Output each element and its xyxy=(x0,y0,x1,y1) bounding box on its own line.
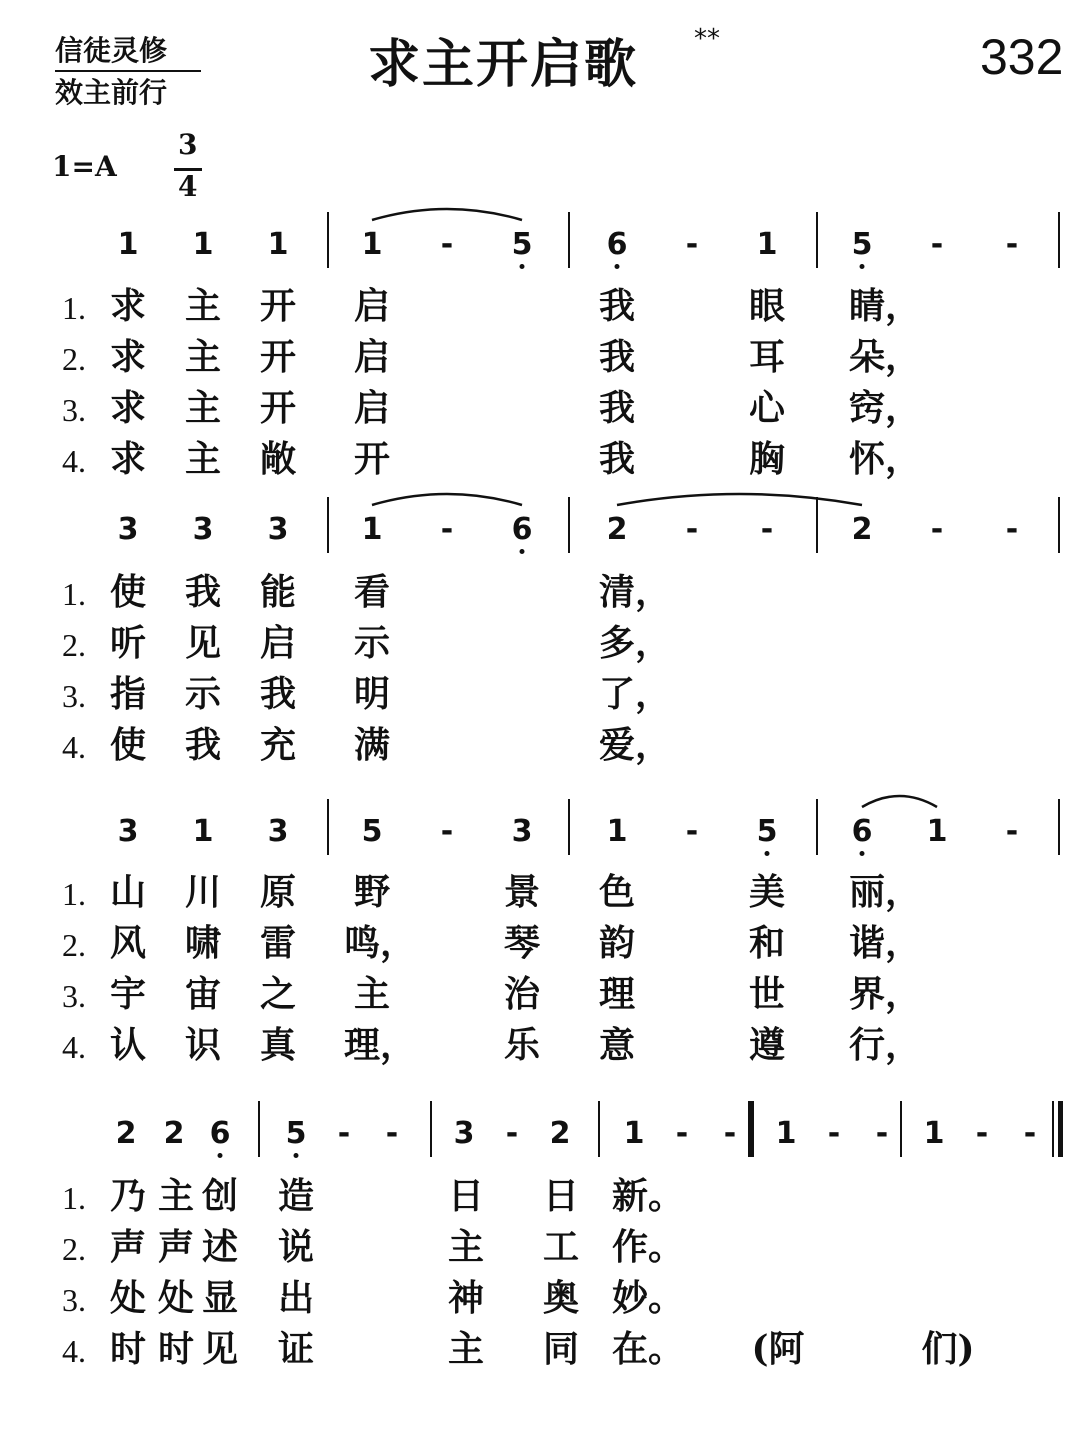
lyric-syllable: 主 xyxy=(184,285,222,327)
lyric-syllable: 丽， xyxy=(848,871,922,913)
lyric-syllable: 启 xyxy=(353,336,391,378)
note: 5 xyxy=(511,227,533,262)
note: 5 xyxy=(285,1116,307,1151)
lyric-syllable: 使 xyxy=(109,571,147,613)
lyric-syllable: 耳 xyxy=(748,336,786,378)
lyric-syllable: 求 xyxy=(109,336,147,378)
lyric-syllable: 美 xyxy=(748,871,786,913)
lyric-syllable: 我 xyxy=(598,285,636,327)
slur xyxy=(862,796,937,807)
note-dash: - xyxy=(1005,814,1019,849)
slur xyxy=(372,494,522,505)
lyric-syllable: 睛， xyxy=(848,285,922,327)
note-dash: - xyxy=(1023,1116,1037,1151)
lyric-syllable: 看 xyxy=(353,571,391,613)
lyric-syllable: 了， xyxy=(598,673,672,715)
lyric-syllable: 治 xyxy=(503,973,541,1015)
verse-number: 4. xyxy=(62,443,86,479)
note: 3 xyxy=(117,814,139,849)
note-dash: - xyxy=(685,814,699,849)
lyric-syllable: 启 xyxy=(353,387,391,429)
title-footnote-mark: ** xyxy=(694,24,720,54)
lyric-syllable: 胸 xyxy=(748,438,786,480)
note: 1 xyxy=(192,227,214,262)
note: 3 xyxy=(453,1116,475,1151)
lyric-syllable: 显 xyxy=(201,1277,239,1319)
verse-number: 4. xyxy=(62,1029,86,1065)
lyric-syllable: 遵 xyxy=(748,1024,786,1066)
lyric-syllable: 神 xyxy=(447,1277,485,1319)
lyric-syllable: 工 xyxy=(542,1226,580,1268)
note-dash: - xyxy=(975,1116,989,1151)
lyric-syllable: 造 xyxy=(277,1175,315,1217)
note: 5 xyxy=(361,814,383,849)
lyric-syllable: 意 xyxy=(598,1024,636,1066)
note-dash: - xyxy=(440,814,454,849)
lyric-syllable: 爱， xyxy=(598,724,672,766)
lyric-syllable: 理 xyxy=(598,973,636,1015)
note: 1 xyxy=(923,1116,945,1151)
lyric-syllable: 述 xyxy=(201,1226,239,1268)
note: 1 xyxy=(775,1116,797,1151)
note: 6 xyxy=(851,814,873,849)
note-dash: - xyxy=(1005,512,1019,547)
lyric-syllable: 启 xyxy=(259,622,297,664)
lyric-syllable: 雷 xyxy=(259,922,297,964)
note: 1 xyxy=(926,814,948,849)
lyric-syllable: 我 xyxy=(598,336,636,378)
subcategory-label: 效主前行 xyxy=(55,76,168,109)
note: 1 xyxy=(623,1116,645,1151)
lyric-syllable: 开 xyxy=(259,387,297,429)
note: 5 xyxy=(756,814,778,849)
lyric-syllable: 色 xyxy=(598,871,636,913)
lyric-syllable: 怀， xyxy=(848,438,922,480)
lyric-syllable: 我 xyxy=(259,673,297,715)
note-dash: - xyxy=(930,512,944,547)
note: 2 xyxy=(163,1116,185,1151)
note: 3 xyxy=(192,512,214,547)
time-signature-top: 3 xyxy=(178,128,198,161)
category-label: 信徒灵修 xyxy=(55,34,168,67)
lyric-syllable: 宇 xyxy=(109,973,147,1015)
lyric-syllable: 认 xyxy=(109,1024,147,1066)
note: 3 xyxy=(267,814,289,849)
verse-number: 1. xyxy=(62,876,86,912)
lyric-syllable: 窍， xyxy=(848,387,922,429)
note: 1 xyxy=(267,227,289,262)
lyric-syllable: 风 xyxy=(109,922,147,964)
lyric-syllable: 指 xyxy=(109,673,147,715)
lyric-syllable: 真 xyxy=(259,1024,297,1066)
verse-number: 4. xyxy=(62,1333,86,1369)
lyric-syllable: 世 xyxy=(748,973,786,1015)
note-dash: - xyxy=(675,1116,689,1151)
note: 3 xyxy=(267,512,289,547)
lyric-syllable: 和 xyxy=(748,922,786,964)
note-dash: - xyxy=(723,1116,737,1151)
note: 1 xyxy=(117,227,139,262)
note: 3 xyxy=(511,814,533,849)
note-dash: - xyxy=(440,227,454,262)
lyric-syllable: 主 xyxy=(184,336,222,378)
lyric-syllable: 开 xyxy=(353,438,391,480)
lyric-syllable: 山 xyxy=(109,871,147,913)
note: 6 xyxy=(209,1116,231,1151)
note-dash: - xyxy=(875,1116,889,1151)
lyric-syllable: 示 xyxy=(184,673,222,715)
lyric-syllable: 啸 xyxy=(184,922,222,964)
note-dash: - xyxy=(827,1116,841,1151)
lyric-syllable: 求 xyxy=(109,438,147,480)
note-dash: - xyxy=(1005,227,1019,262)
verse-number: 2. xyxy=(62,627,86,663)
lyric-syllable: 主 xyxy=(157,1175,195,1217)
verse-number: 3. xyxy=(62,678,86,714)
note-dash: - xyxy=(505,1116,519,1151)
lyric-syllable: 奥 xyxy=(542,1277,580,1319)
lyric-syllable: 主 xyxy=(447,1226,485,1268)
slur xyxy=(617,494,862,505)
lyric-syllable: 见 xyxy=(201,1328,239,1370)
lyric-syllable: 谐， xyxy=(848,922,922,964)
hymn-number: 332 xyxy=(980,29,1064,85)
hymn-title: 求主开启歌 xyxy=(368,35,639,95)
lyric-syllable: 声 xyxy=(109,1226,147,1268)
lyric-syllable: 妙。 xyxy=(611,1277,685,1319)
lyric-syllable: 原 xyxy=(259,871,297,913)
lyric-syllable: 日 xyxy=(542,1175,580,1217)
lyric-syllable: 理， xyxy=(343,1024,417,1066)
verse-number: 2. xyxy=(62,341,86,377)
lyric-syllable: 证 xyxy=(277,1328,315,1370)
lyric-syllable: 行， xyxy=(848,1024,922,1066)
lyric-syllable: 们) xyxy=(921,1328,975,1370)
lyric-syllable: 满 xyxy=(353,724,391,766)
note: 5 xyxy=(851,227,873,262)
note-dash: - xyxy=(440,512,454,547)
lyric-syllable: 鸣， xyxy=(343,922,417,964)
verse-number: 2. xyxy=(62,1231,86,1267)
note-dash: - xyxy=(385,1116,399,1151)
lyric-syllable: 说 xyxy=(277,1226,315,1268)
lyric-syllable: 我 xyxy=(184,571,222,613)
lyric-syllable: 识 xyxy=(184,1024,222,1066)
lyric-syllable: 川 xyxy=(184,871,222,913)
lyric-syllable: 敞 xyxy=(259,438,297,480)
lyric-syllable: 时 xyxy=(157,1328,195,1370)
note-dash: - xyxy=(760,512,774,547)
lyric-syllable: 乐 xyxy=(503,1024,541,1066)
verse-number: 1. xyxy=(62,290,86,326)
lyric-syllable: 清， xyxy=(598,571,672,613)
lyric-syllable: 心 xyxy=(748,387,786,429)
note: 6 xyxy=(606,227,628,262)
lyric-syllable: 多， xyxy=(598,622,672,664)
lyric-syllable: 求 xyxy=(109,387,147,429)
lyric-syllable: 主 xyxy=(184,387,222,429)
lyric-syllable: 能 xyxy=(259,571,297,613)
verse-number: 3. xyxy=(62,392,86,428)
note-dash: - xyxy=(685,512,699,547)
lyric-syllable: 处 xyxy=(157,1277,195,1319)
lyric-syllable: 见 xyxy=(184,622,222,664)
lyric-syllable: 界， xyxy=(848,973,922,1015)
verse-number: 3. xyxy=(62,978,86,1014)
slur xyxy=(372,209,522,220)
lyric-syllable: 在。 xyxy=(611,1328,685,1370)
lyric-syllable: 主 xyxy=(447,1328,485,1370)
lyric-syllable: 示 xyxy=(353,622,391,664)
verse-number: 3. xyxy=(62,1282,86,1318)
lyric-syllable: 日 xyxy=(447,1175,485,1217)
note: 1 xyxy=(606,814,628,849)
lyric-syllable: 出 xyxy=(277,1277,315,1319)
lyric-syllable: 时 xyxy=(109,1328,147,1370)
lyric-syllable: 充 xyxy=(259,724,297,766)
lyric-syllable: 主 xyxy=(353,973,391,1015)
note-dash: - xyxy=(685,227,699,262)
key-signature: 1=A xyxy=(52,150,117,183)
note: 1 xyxy=(192,814,214,849)
note: 1 xyxy=(361,227,383,262)
lyric-syllable: 创 xyxy=(201,1175,239,1217)
note: 3 xyxy=(117,512,139,547)
note: 2 xyxy=(606,512,628,547)
lyric-syllable: 之 xyxy=(259,973,297,1015)
verse-number: 2. xyxy=(62,927,86,963)
time-signature-bottom: 4 xyxy=(178,170,198,203)
note: 1 xyxy=(361,512,383,547)
lyric-syllable: 眼 xyxy=(748,285,786,327)
lyric-syllable: 我 xyxy=(184,724,222,766)
lyric-syllable: 求 xyxy=(109,285,147,327)
lyric-syllable: 主 xyxy=(184,438,222,480)
lyric-syllable: 我 xyxy=(598,438,636,480)
lyric-syllable: 新。 xyxy=(611,1175,685,1217)
note: 1 xyxy=(756,227,778,262)
lyric-syllable: 明 xyxy=(353,673,391,715)
note: 6 xyxy=(511,512,533,547)
verse-number: 1. xyxy=(62,576,86,612)
note: 2 xyxy=(115,1116,137,1151)
lyric-syllable: 韵 xyxy=(598,922,636,964)
lyric-syllable: (阿 xyxy=(751,1328,805,1370)
lyric-syllable: 宙 xyxy=(184,973,222,1015)
note-dash: - xyxy=(337,1116,351,1151)
lyric-syllable: 启 xyxy=(353,285,391,327)
lyric-syllable: 同 xyxy=(542,1328,580,1370)
lyric-syllable: 朵， xyxy=(848,336,922,378)
lyric-syllable: 琴 xyxy=(503,922,541,964)
lyric-syllable: 使 xyxy=(109,724,147,766)
lyric-syllable: 开 xyxy=(259,285,297,327)
lyric-syllable: 野 xyxy=(353,871,391,913)
lyric-syllable: 作。 xyxy=(611,1226,685,1268)
verse-number: 4. xyxy=(62,729,86,765)
lyric-syllable: 声 xyxy=(157,1226,195,1268)
lyric-syllable: 乃 xyxy=(109,1175,147,1217)
verse-number: 1. xyxy=(62,1180,86,1216)
note: 2 xyxy=(851,512,873,547)
lyric-syllable: 处 xyxy=(109,1277,147,1319)
lyric-syllable: 我 xyxy=(598,387,636,429)
note-dash: - xyxy=(930,227,944,262)
lyric-syllable: 景 xyxy=(503,871,541,913)
lyric-syllable: 开 xyxy=(259,336,297,378)
lyric-syllable: 听 xyxy=(109,622,147,664)
note: 2 xyxy=(549,1116,571,1151)
